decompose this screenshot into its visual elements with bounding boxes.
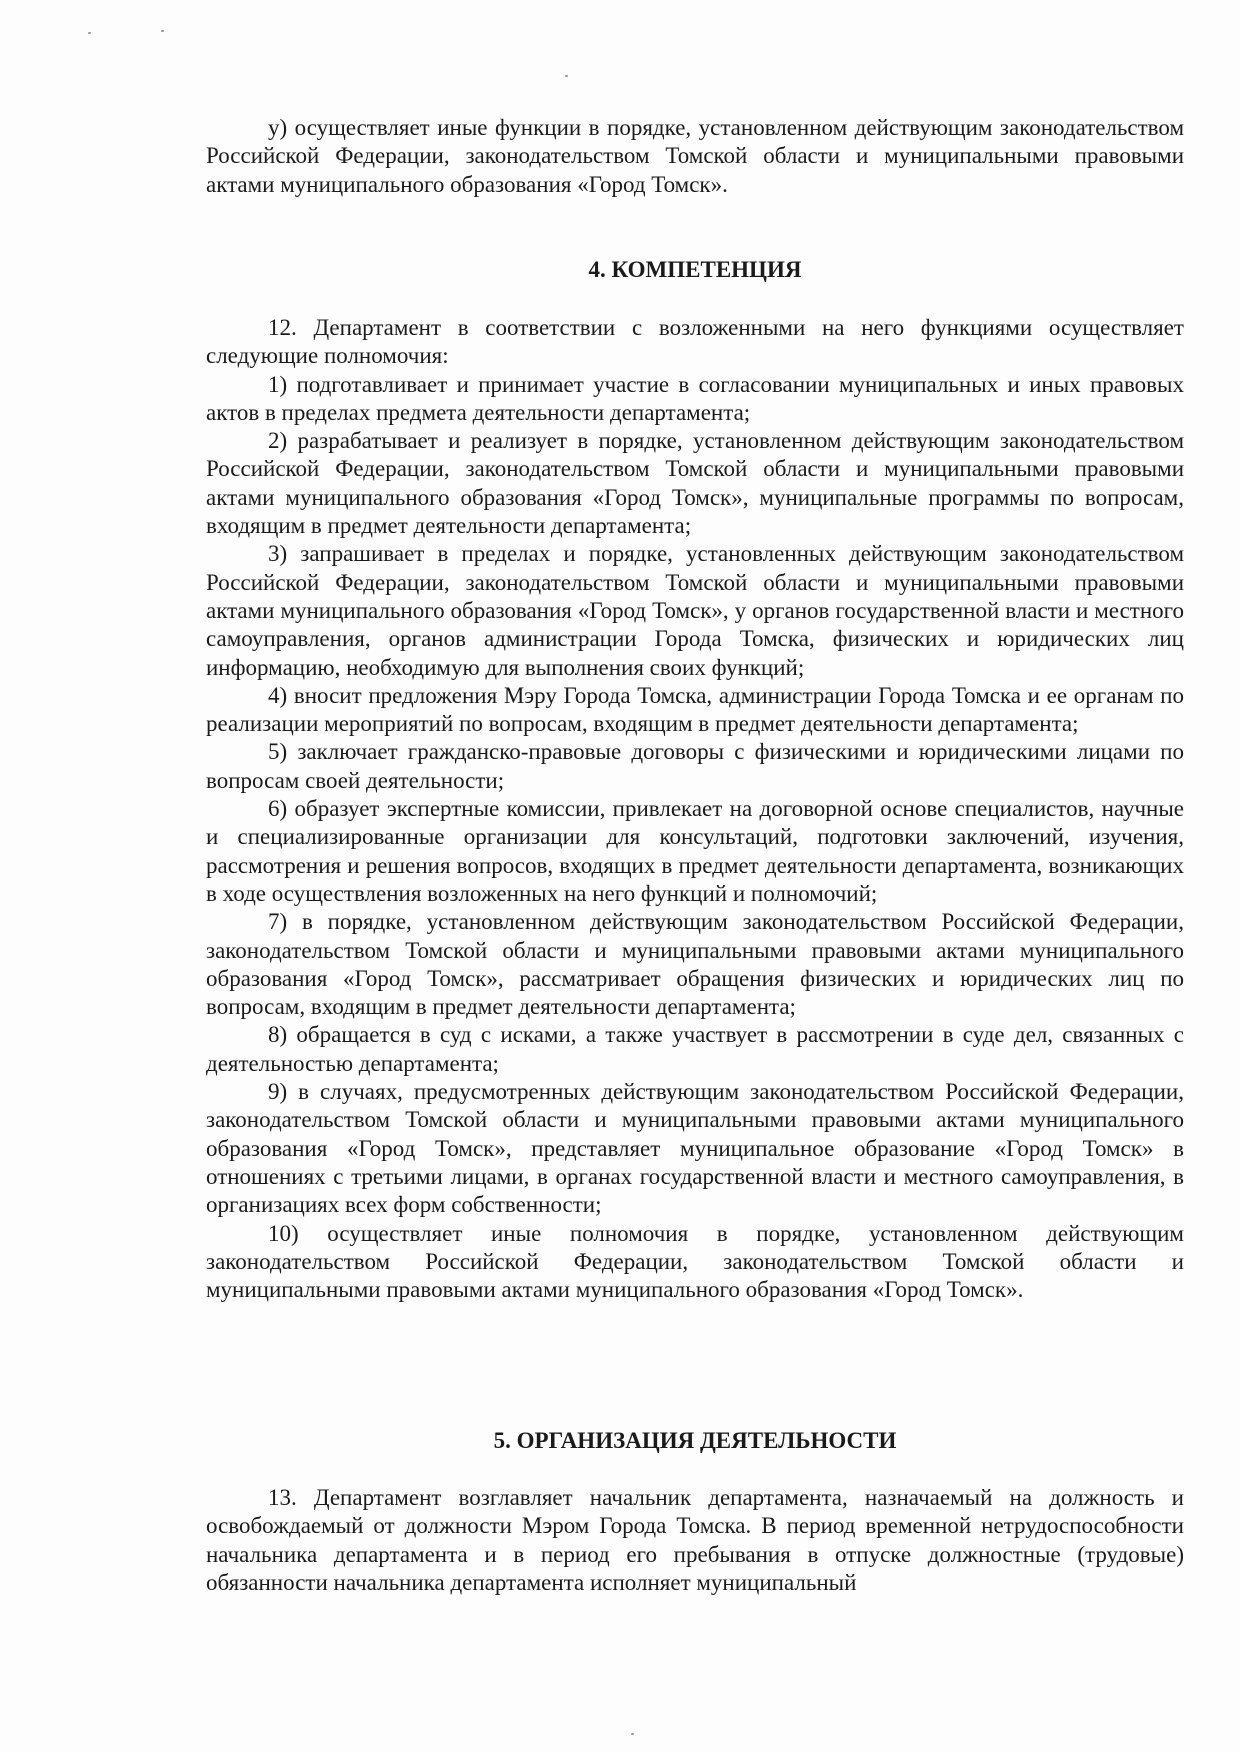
paragraph-item-10: 10) осуществляет иные полномочия в порядке, установленном действующим законодательством Российской Федерации, законодательством Томской области и муниципальными правовыми актами муниципального образования «Город Томск». bbox=[206, 1220, 1184, 1303]
paragraph-item-7: 7) в порядке, установленном действующим законодательством Российской Федерации, законодательством Томской области и муниципальными правовыми актами муниципального образования «Город Томск», рассматривает обращения физических и юридических лиц по вопросам, входящим в предмет деятельности департамента; bbox=[206, 909, 1184, 1020]
section-heading-competence: 4. КОМПЕТЕНЦИЯ bbox=[588, 257, 802, 282]
section-body-competence bbox=[206, 314, 1184, 1304]
paragraph-item-4: 4) вносит предложения Мэру Города Томска, администрации Города Томска и ее органам по реализации мероприятий по вопросам, входящим в предмет деятельности департамента; bbox=[206, 682, 1184, 737]
paragraph-item-3: 3) запрашивает в пределах и порядке, установленных действующим законодательством Российской Федерации, законодательством Томской области и муниципальными правовыми актами муниципального образования «Город Томск», у органов государственной власти и местного самоуправления, органов администрации Города Томска, физических и юридических лиц информацию, необходимую для выполнения своих функций; bbox=[206, 541, 1184, 680]
paragraph-item-5: 5) заключает гражданско-правовые договоры с физическими и юридическими лицами по вопросам своей деятельности; bbox=[206, 739, 1184, 793]
scan-speck bbox=[161, 30, 164, 32]
paragraph-13: 13. Департамент возглавляет начальник департамента, назначаемый на должность и освобождаемый от должности Мэром Города Томска. В период временной нетрудоспособности начальника департамента и в период его пребывания в отпуске должностные (трудовые) обязанности начальника департамента исполняет муниципальный bbox=[206, 1485, 1184, 1595]
paragraph-12: 12. Департамент в соответствии с возложенными на него функциями осуществляет следующие полномочия: bbox=[206, 315, 1184, 369]
continuation-paragraph bbox=[206, 114, 1184, 199]
paragraph-item-u: у) осуществляет иные функции в порядке, установленном действующим законодательством Российской Федерации, законодательством Томской области и муниципальными правовыми актами муниципального образования «Город Томск». bbox=[206, 115, 1184, 197]
paragraph-item-9: 9) в случаях, предусмотренных действующим законодательством Российской Федерации, законодательством Томской области и муниципальными правовыми актами муниципального образования «Город Томск», представляет муниципальное образование «Город Томск» в отношениях с третьими лицами, в органах государственной власти и местного самоуправления, в организациях всех форм собственности; bbox=[206, 1079, 1184, 1218]
scan-speck bbox=[631, 1733, 634, 1735]
paragraph-item-6: 6) образует экспертные комиссии, привлекает на договорной основе специалистов, научные и специализированные организации для консультаций, подготовки заключений, изучения, рассмотрения и решения вопросов, входящих в предмет деятельности департамента, возникающих в ходе осуществления возложенных на него функций и полномочий; bbox=[206, 796, 1184, 906]
section-body-organization bbox=[206, 1484, 1184, 1597]
section-heading-organization: 5. ОРГАНИЗАЦИЯ ДЕЯТЕЛЬНОСТИ bbox=[493, 1428, 897, 1453]
paragraph-item-8: 8) обращается в суд с исками, а также участвует в рассмотрении в суде дел, связанных с деятельностью департамента; bbox=[206, 1022, 1184, 1076]
paragraph-item-2: 2) разрабатывает и реализует в порядке, установленном действующим законодательством Российской Федерации, законодательством Томской области и муниципальными правовыми актами муниципального образования «Город Томск», муниципальные программы по вопросам, входящим в предмет деятельности департамента; bbox=[206, 428, 1184, 539]
scan-speck bbox=[88, 32, 91, 34]
scan-speck bbox=[565, 75, 568, 77]
paragraph-item-1: 1) подготавливает и принимает участие в согласовании муниципальных и иных правовых актов в пределах предмета деятельности департамента; bbox=[206, 371, 1184, 425]
